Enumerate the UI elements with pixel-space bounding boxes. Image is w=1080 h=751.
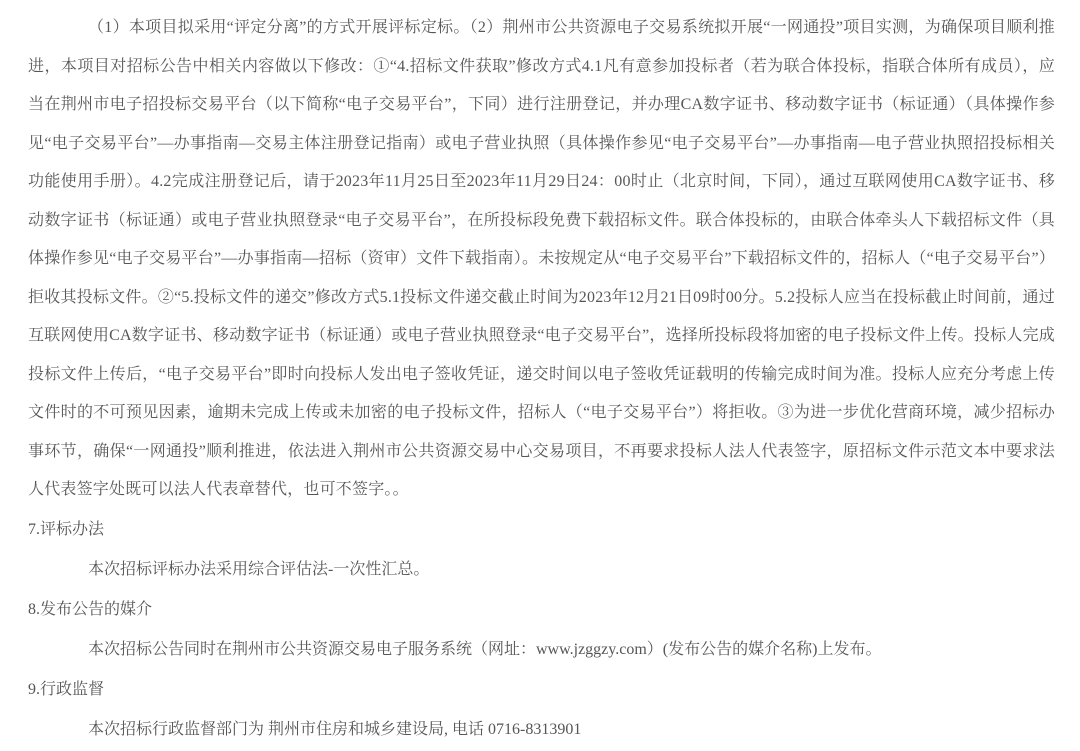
section-9-body: 本次招标行政监督部门为 荆州市住房和城乡建设局, 电话 0716-8313901: [88, 720, 582, 738]
section-7-body: 本次招标评标办法采用综合评估法-一次性汇总。: [88, 560, 430, 578]
announcement-main-paragraph: （1）本项目拟采用“评定分离”的方式开展评标定标。（2）荆州市公共资源电子交易系统拟开展“一网通投”项目实测，为确保项目顺利推进，本项目对招标公告中相关内容做以下修改：①“4.招标文件获取”修改方式4.1凡有意参加投标者（若为联合体投标，指联合体所有成员），应当在荆州市电子招投标交易平台（以下简称“电子交易平台”，下同）进行注册登记，并办理CA数字证书、移动数字证书（标证通）（具体操作参见“电子交易平台”—办事指南—交易主体注册登记指南）或电子营业执照（具体操作参见“电子交易平台”—办事指南—电子营业执照招投标相关功能使用手册）。4.2完成注册登记后，请于2023年11月25日至2023年11月29日24：00时止（北京时间，下同），通过互联网使用CA数字证书、移动数字证书（标证通）或电子营业执照登录“电子交易平台”，在所投标段免费下载招标文件。联合体投标的，由联合体牵头人下载招标文件（具体操作参见“电子交易平台”—办事指南—招标（资审）文件下载指南）。未按规定从“电子交易平台”下载招标文件的，招标人（“电子交易平台”）拒收其投标文件。②“5.投标文件的递交”修改方式5.1投标文件递交截止时间为2023年12月21日09时00分。5.2投标人应当在投标截止时间前，通过互联网使用CA数字证书、移动数字证书（标证通）或电子营业执照登录“电子交易平台”，选择所投标段将加密的电子投标文件上传。投标人完成投标文件上传后，“电子交易平台”即时向投标人发出电子签收凭证，递交时间以电子签收凭证载明的传输完成时间为准。投标人应充分考虑上传文件时的不可预见因素，逾期未完成上传或未加密的电子投标文件，招标人（“电子交易平台”）将拒收。③为进一步优化营商环境，减少招标办事环节，确保“一网通投”顺利推进，依法进入荆州市公共资源交易中心交易项目，不再要求投标人法人代表签字，原招标文件示范文本中要求法人代表签字处既可以法人代表章替代，也可不签字。。: [28, 19, 1055, 498]
section-8-heading: 8.发布公告的媒介: [28, 600, 153, 618]
section-9-heading: 9.行政监督: [28, 680, 105, 698]
section-7-heading: 7.评标办法: [28, 520, 105, 538]
section-8-body: 本次招标公告同时在荆州市公共资源交易电子服务系统（网址：www.jzggzy.com）(发布公告的媒介名称)上发布。: [88, 640, 882, 658]
